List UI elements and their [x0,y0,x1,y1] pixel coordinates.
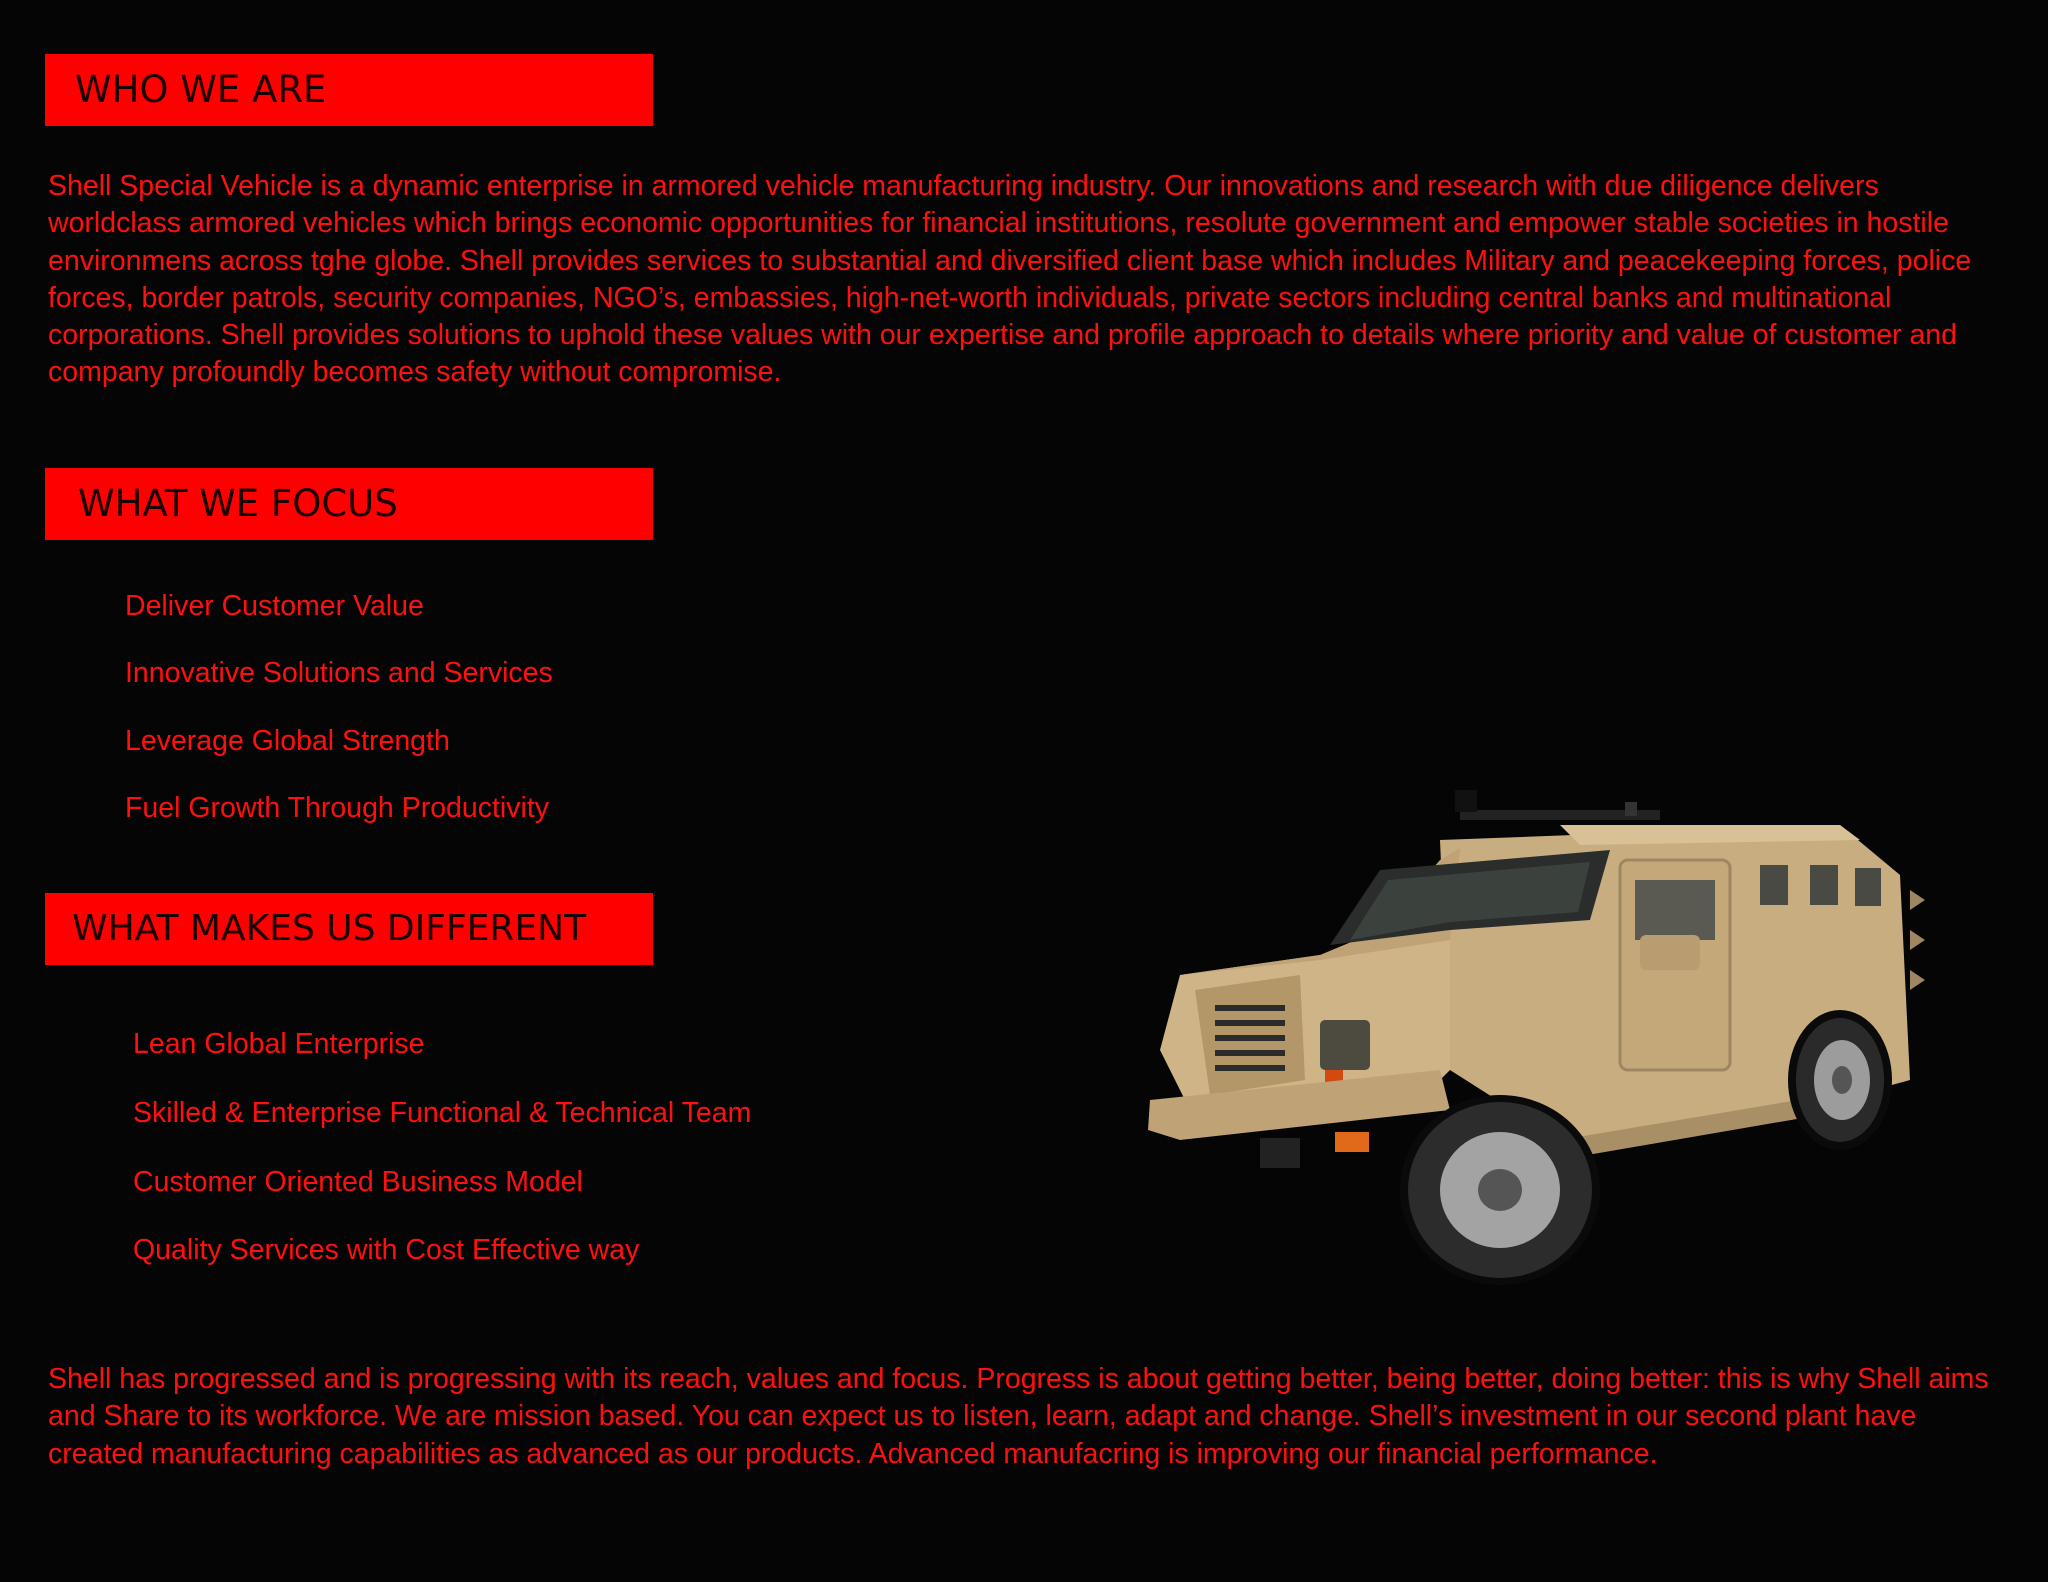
what-makes-us-different-heading: WHAT MAKES US DIFFERENT [45,893,653,965]
list-item: Leverage Global Strength [125,725,450,757]
list-item: Customer Oriented Business Model [133,1166,583,1198]
closing-paragraph: Shell has progressed and is progressing with its reach, values and focus. Progress is about getting better, being better, doing better: this is why Shell aims and Share to its workforce. We are mission based. You can expect us to listen, learn, adapt and change. Shell’s investment in our second plant have created manufacturing capabilities as advanced as our products. Advanced manufacring is improving our financial performance. [48,1363,1989,1470]
who-we-are-paragraph: Shell Special Vehicle is a dynamic enterprise in armored vehicle manufacturing industry. Our innovations and research with due diligence delivers worldclass armored vehicles which brings economic opportunities for financial institutions, resolute government and empower stable societies in hostile environmens across tghe globe. Shell provides services to substantial and diversified client base which includes Military and peacekeeping forces, police forces, border patrols, security companies, NGO’s, embassies, high-net-worth individuals, private sectors including central banks and multinational corporations. Shell provides solutions to uphold these values with our expertise and profile approach to details where priority and value of customer and company profoundly becomes safety without compromise. [48,170,1972,389]
list-item: Fuel Growth Through Productivity [125,792,549,824]
what-we-focus-heading: WHAT WE FOCUS [45,468,653,540]
who-we-are-heading: WHO WE ARE [45,54,653,126]
list-item: Innovative Solutions and Services [125,657,553,689]
armored-vehicle-image [1120,780,1940,1290]
list-item: Deliver Customer Value [125,590,424,622]
list-item: Quality Services with Cost Effective way [133,1234,640,1266]
list-item: Lean Global Enterprise [133,1028,425,1060]
list-item: Skilled & Enterprise Functional & Technical Team [133,1097,752,1129]
